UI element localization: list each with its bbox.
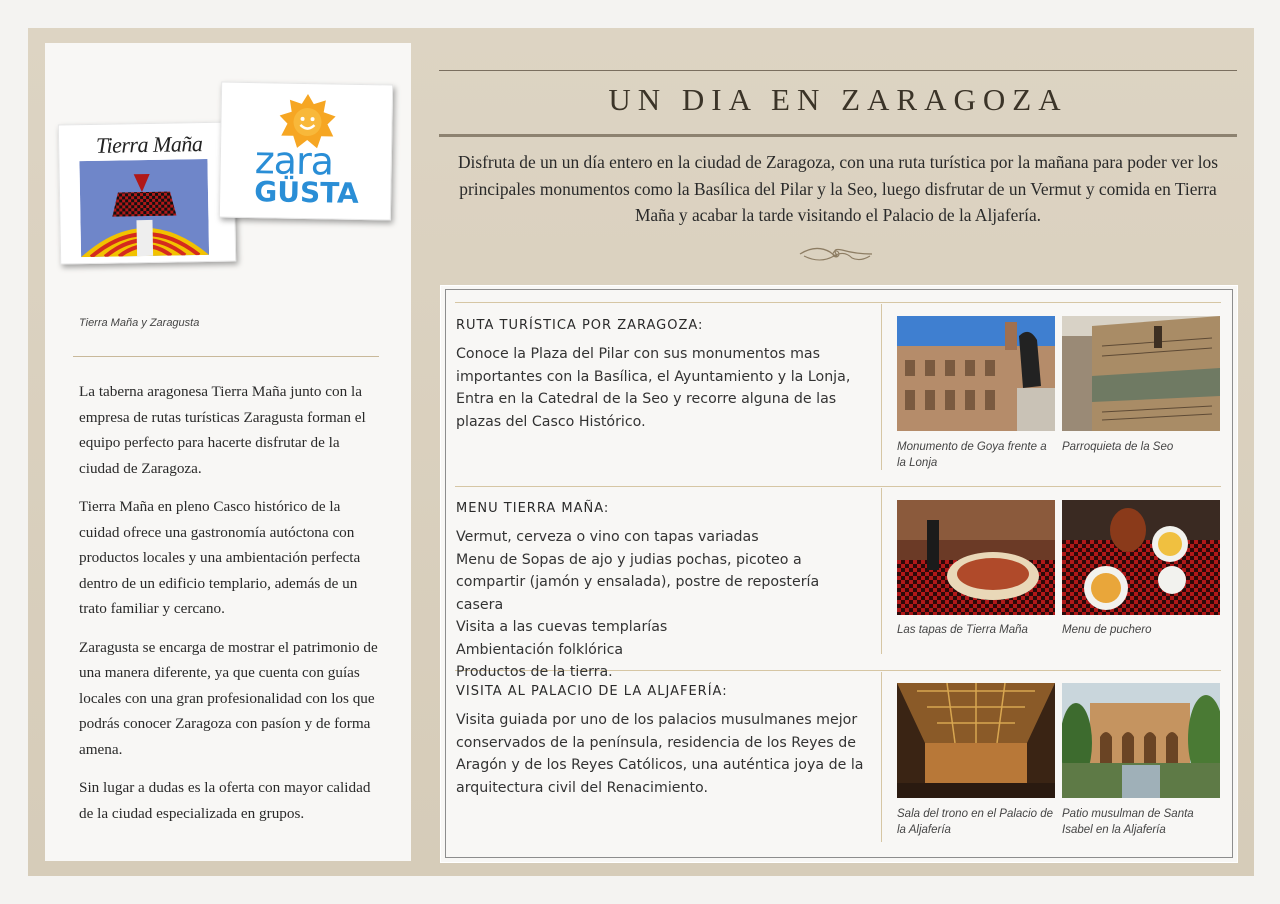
section-title-aljaferia: VISITA AL PALACIO DE LA ALJAFERÍA: [456,684,728,699]
left-paragraph: Tierra Maña en pleno Casco histórico de la cuidad ofrece una gastronomía autóctona con productos locales y una ambientación perfecta dentro de un edificio templario, además de un trato familiar y cercano. [79,498,361,617]
section-line: importantes con la Basílica, el Ayuntamiento y la Lonja, [456,368,851,385]
section-divider [455,486,1221,487]
logos-area [45,43,411,313]
zaragusta-logo-zara: zara [254,138,334,184]
photo-menu-puchero [1062,500,1220,615]
section-line: Aragón y de los Reyes Católicos, una auténtica joya de la [456,757,864,773]
photo-patio-santa-isabel [1062,683,1220,798]
ornament-flourish-icon [796,240,876,268]
photo-caption: Menu de puchero [1062,624,1152,636]
section-line: conservados de la península, residencia de los Reyes de [456,734,856,751]
left-paragraph: Zaragusta se encarga de mostrar el patrimonio de una manera diferente, ya que cuenta con guías locales con una gran profesionalidad con los que podrás conocer Zaragoza con pasíon y de forma amena. [79,638,378,758]
page-title: UN DIA EN ZARAGOZA [608,82,1068,117]
section-line: Menu de Sopas de ajo y judias pochas, picoteo a [456,551,802,568]
section-line: Entra en la Catedral de la Seo y recorre alguna de las [456,391,837,407]
section-line: arquitectura civil del Renacimiento. [456,779,708,796]
section-line: Visita guiada por uno de los palacios musulmanes mejor [456,712,858,728]
tierra-mana-logo-card [58,121,236,264]
section-body-aljaferia [456,709,868,799]
left-divider [73,356,379,357]
left-panel [45,43,411,861]
section-body-ruta [456,343,868,433]
left-paragraph: Sin lugar a dudas es la oferta con mayor calidad de la ciudad especializada en grupos. [79,779,371,822]
zaragusta-logo-gusta: GÜSTA [253,175,360,210]
column-divider [881,672,882,842]
photo-tapas [897,500,1055,615]
section-title-ruta: RUTA TURÍSTICA POR ZARAGOZA: [456,318,704,333]
column-divider [881,304,882,470]
photo-goya-monument [897,316,1055,431]
title-top-rule [439,70,1237,71]
zaragusta-logo-card [219,82,393,221]
left-body [79,379,379,839]
section-line: Conoce la Plaza del Pilar con sus monumentos mas [456,346,820,362]
photo-sala-trono [897,683,1055,798]
section-line: Vermut, cerveza o vino con tapas variadas [456,529,759,545]
section-line: compartir (jamón y ensalada), postre de repostería casera [456,574,820,613]
photo-caption: Sala del trono en el Palacio de la Aljafería [897,808,1053,836]
column-divider [881,488,882,654]
tierra-mana-logo-text: Tierra Maña [95,131,203,158]
intro-text: Disfruta de un un día entero en la ciudad de Zaragoza, con una ruta turística por la mañana para poder ver los principales monumentos como la Basílica del Pilar y la Seo, luego disfrutar de un Vermut y comida en Tierra Maña y acabar la tarde visitando el Palacio de la Aljafería. [457,152,1219,225]
title-bottom-rule [439,134,1237,137]
logos-caption: Tierra Maña y Zaragusta [79,317,200,329]
left-paragraph: La taberna aragonesa Tierra Maña junto con la empresa de rutas turísticas Zaragusta forman el equipo perfecto para hacerte disfrutar de la ciudad de Zaragoza. [79,383,366,477]
section-line: Productos de la tierra. [456,664,613,680]
section-line: plazas del Casco Histórico. [456,413,646,430]
section-title-menu: MENU TIERRA MAÑA: [456,501,610,516]
section-body-menu [456,526,868,684]
photo-parroquieta-seo [1062,316,1220,431]
photo-caption: Parroquieta de la Seo [1062,441,1174,453]
tierra-mana-logo-art [79,159,209,257]
section-divider [455,302,1221,303]
section-line: Ambientación folklórica [456,641,624,658]
photo-caption: Las tapas de Tierra Maña [897,624,1028,636]
photo-caption: Patio musulman de Santa Isabel en la Aljafería [1062,808,1194,836]
section-line: Visita a las cuevas templarías [456,619,668,635]
photo-caption: Monumento de Goya frente a la Lonja [897,441,1047,469]
